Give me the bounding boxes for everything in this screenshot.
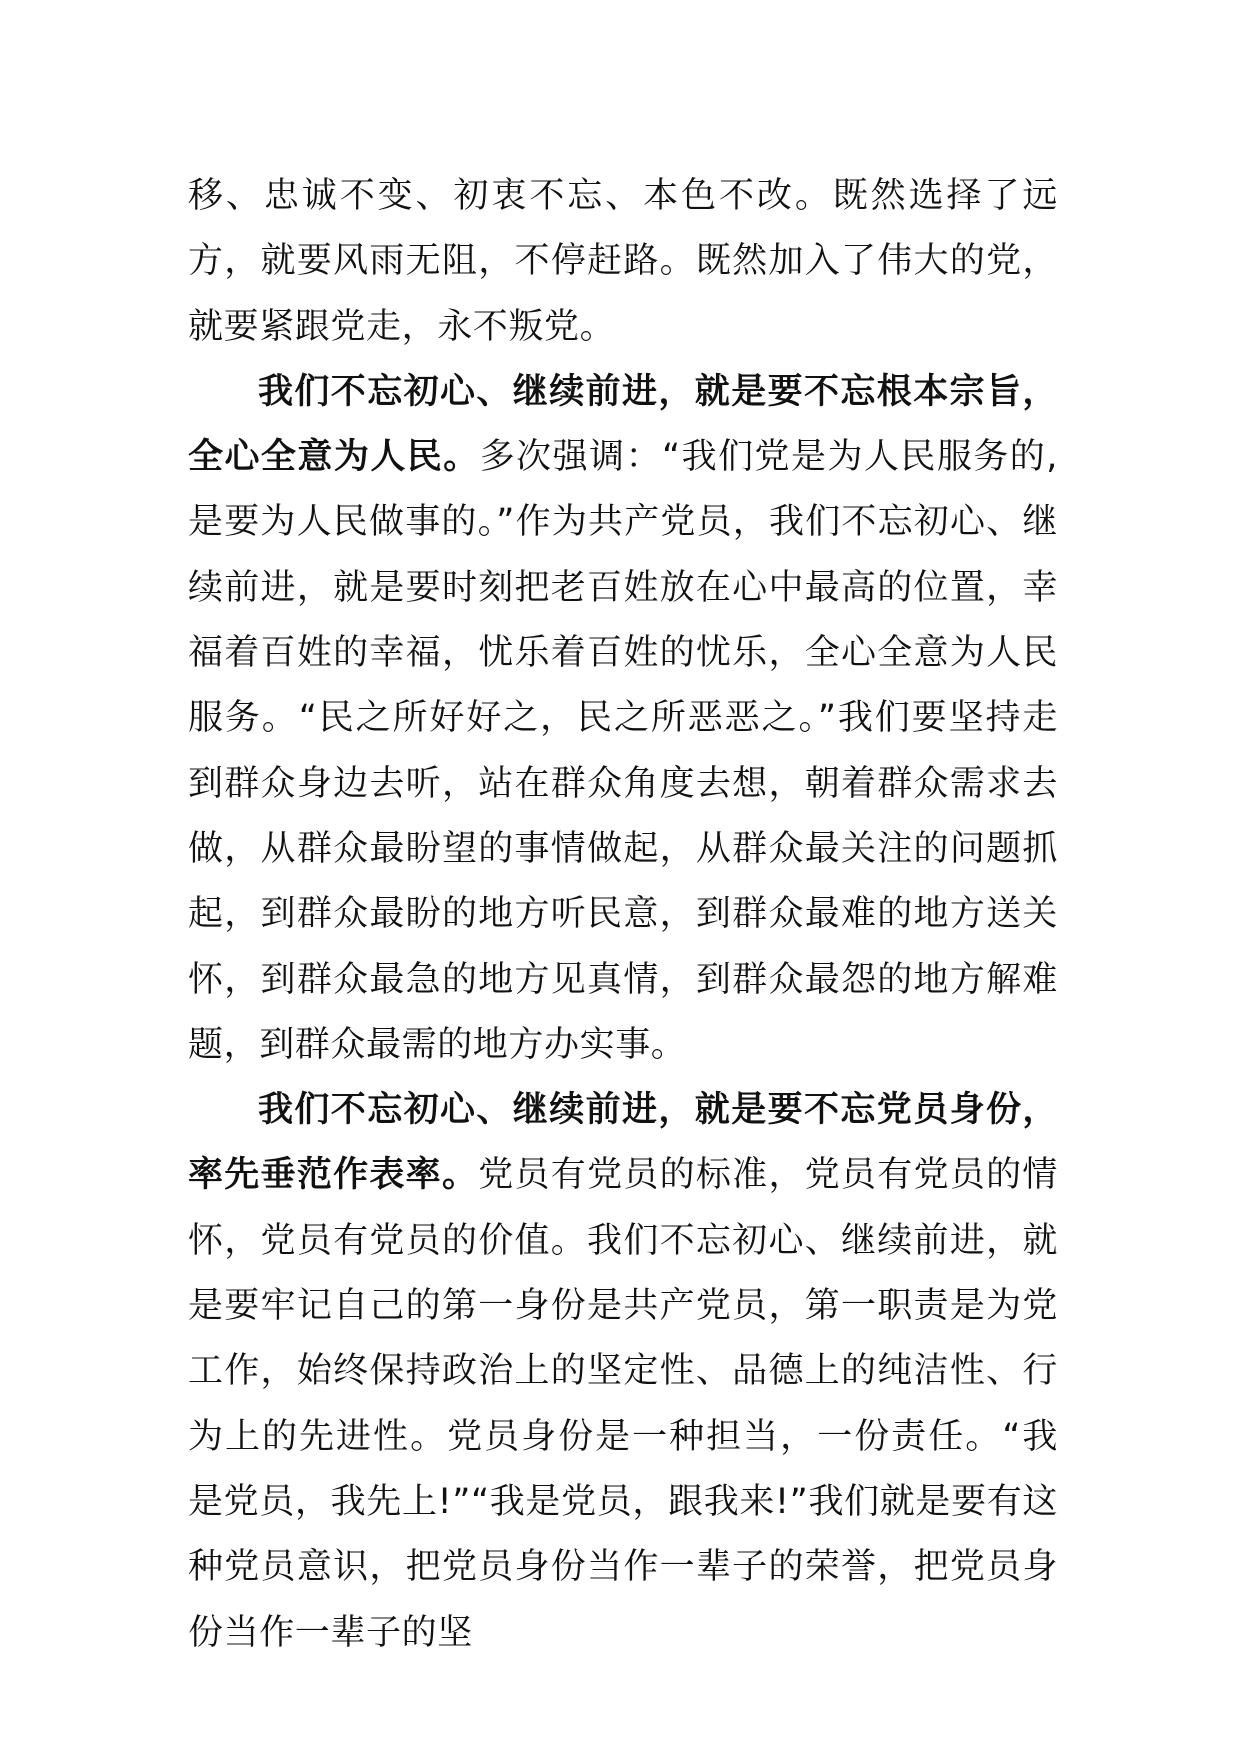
paragraph-text: 移、忠诚不变、初衷不忘、本色不改。既然选择了远方，就要风雨无阻，不停赶路。既然加入了伟大的党，就要紧跟党走，永不叛党。 — [188, 176, 1058, 347]
paragraph-lead-bold: 我们不忘初心、继续前进，就是要不忘根本宗旨，全心全意为人民。 — [188, 371, 1058, 478]
paragraph-text: 多次强调：“我们党是为人民服务的,是要为人民做事的。”作为共产党员，我们不忘初心、继续前进，就是要时刻把老百姓放在心中最高的位置，幸福着百姓的幸福，忧乐着百姓的忧乐，全心全意为人民服务。“民之所好好之，民之所恶恶之。”我们要坚持走到群众身边去听，站在群众角度去想，朝着群众需求去做，从群众最盼望的事情做起，从群众最关注的问题抓起，到群众最盼的地方听民意，到群众最难的地方送关怀，到群众最急的地方见真情，到群众最怨的地方解难题，到群众最需的地方办实事。 — [188, 437, 1058, 1065]
paragraph-text: 党员有党员的标准，党员有党员的情怀，党员有党员的价值。我们不忘初心、继续前进，就是要牢记自己的第一身份是共产党员，第一职责是为党工作，始终保持政治上的坚定性、品德上的纯洁性、行为上的先进性。党员身份是一种担当，一份责任。“我是党员，我先上!”“我是党员，跟我来!”我们就是要有这种党员意识，把党员身份当作一辈子的荣誉，把党员身份当作一辈子的坚 — [188, 1155, 1058, 1653]
paragraph-lead-bold: 我们不忘初心、继续前进，就是要不忘党员身份，率先垂范作表率。 — [188, 1090, 1058, 1196]
paragraph-people — [188, 360, 1058, 1078]
paragraph-party-member — [188, 1078, 1058, 1666]
paragraph-continuation — [188, 164, 1058, 360]
body-text — [188, 164, 1058, 1666]
